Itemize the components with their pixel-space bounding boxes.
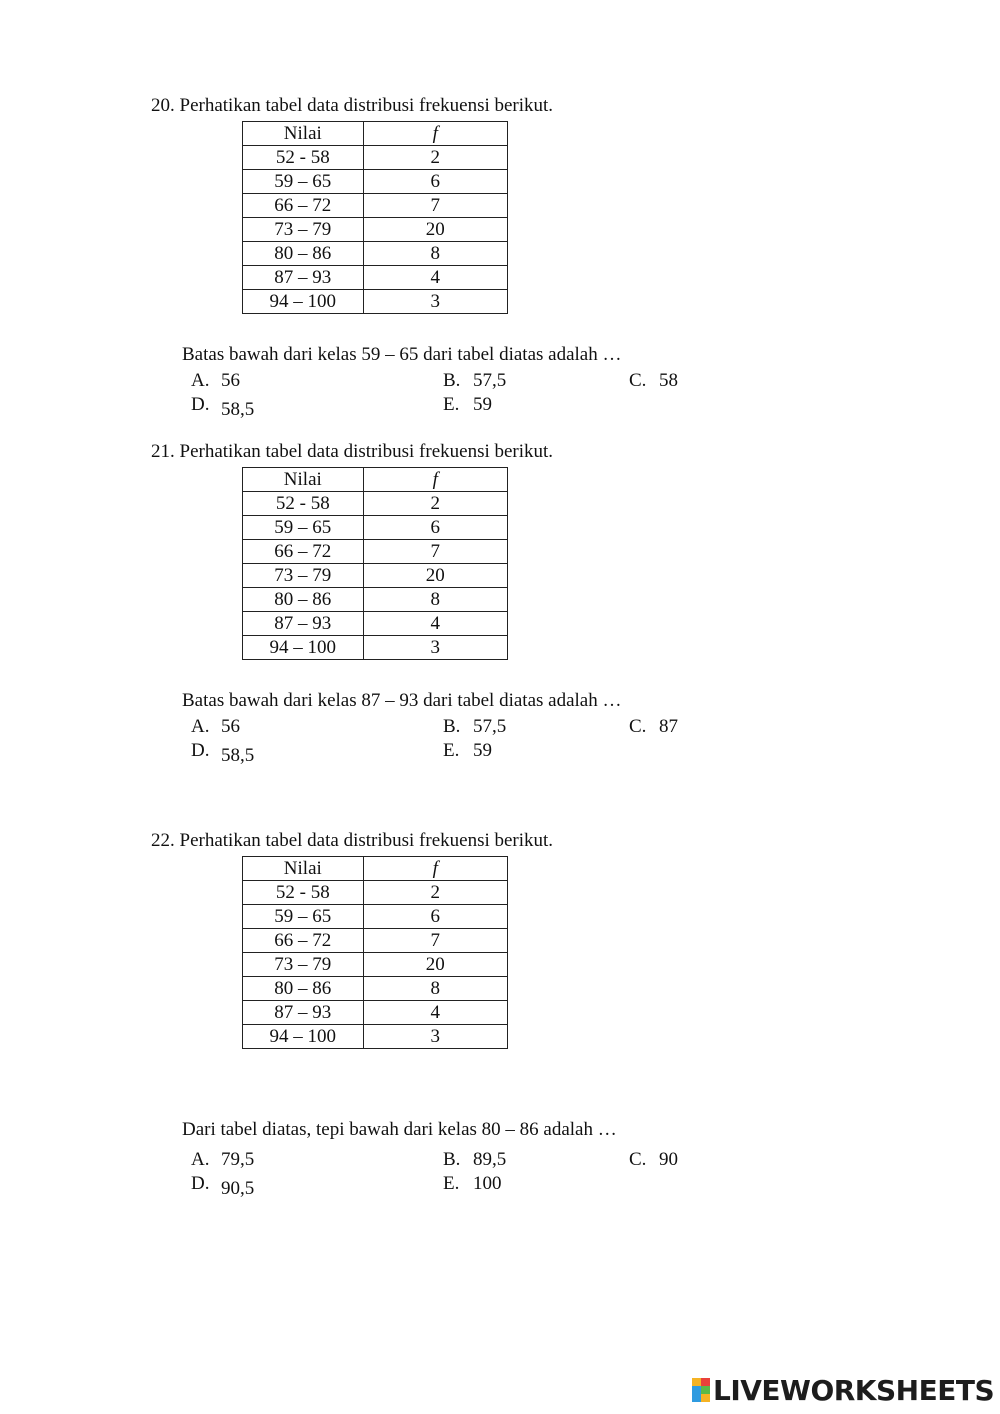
- cell-nilai: 80 – 86: [243, 588, 364, 612]
- cell-nilai: 94 – 100: [243, 636, 364, 660]
- option-c[interactable]: [629, 716, 678, 738]
- table-row: [243, 218, 508, 242]
- option-b[interactable]: [443, 1149, 506, 1171]
- cell-nilai: 59 – 65: [243, 905, 364, 929]
- option-value: 87: [659, 716, 678, 737]
- cell-nilai: 52 - 58: [243, 881, 364, 905]
- table-row: [243, 612, 508, 636]
- question-title: 20. Perhatikan tabel data distribusi frekuensi berikut.: [151, 95, 554, 116]
- option-label: C.: [629, 370, 647, 391]
- option-value: 90: [659, 1149, 678, 1170]
- option-d[interactable]: [191, 394, 255, 420]
- option-value: 58: [659, 370, 678, 391]
- table-row: [243, 977, 508, 1001]
- cell-f: 20: [363, 953, 507, 977]
- option-value: 57,5: [473, 370, 507, 391]
- cell-nilai: 66 – 72: [243, 540, 364, 564]
- cell-f: 6: [363, 905, 507, 929]
- header-f: f: [363, 468, 507, 492]
- option-label: C.: [629, 1149, 647, 1170]
- option-value: 56: [221, 370, 240, 391]
- cell-f: 8: [363, 588, 507, 612]
- cell-f: 8: [363, 977, 507, 1001]
- cell-nilai: 94 – 100: [243, 290, 364, 314]
- option-value: 58,5: [221, 745, 255, 766]
- option-value: 79,5: [221, 1149, 255, 1170]
- option-value: 59: [473, 394, 492, 415]
- liveworksheets-logo-mark-icon: [692, 1378, 710, 1402]
- option-label: E.: [443, 394, 460, 415]
- frequency-table: [242, 856, 508, 1049]
- option-label: B.: [443, 370, 461, 391]
- table-row: [243, 492, 508, 516]
- option-value: 58,5: [221, 399, 255, 420]
- option-e[interactable]: [443, 740, 492, 762]
- table-header-row: [243, 122, 508, 146]
- logo-tile: [692, 1394, 701, 1402]
- cell-f: 3: [363, 636, 507, 660]
- option-e[interactable]: [443, 1173, 502, 1195]
- option-a[interactable]: [191, 370, 240, 392]
- option-c[interactable]: [629, 1149, 678, 1171]
- table-row: [243, 170, 508, 194]
- option-label: A.: [191, 716, 210, 737]
- option-label: A.: [191, 1149, 210, 1170]
- logo-tile: [701, 1378, 710, 1386]
- cell-nilai: 66 – 72: [243, 194, 364, 218]
- table-row: [243, 242, 508, 266]
- logo-text: LIVEWORKSHEETS: [713, 1373, 995, 1407]
- option-value: 90,5: [221, 1178, 255, 1199]
- cell-f: 20: [363, 564, 507, 588]
- table-row: [243, 540, 508, 564]
- cell-nilai: 87 – 93: [243, 612, 364, 636]
- logo-tile: [692, 1386, 701, 1394]
- frequency-table: [242, 121, 508, 314]
- cell-f: 4: [363, 612, 507, 636]
- table-row: [243, 290, 508, 314]
- question-stem: Dari tabel diatas, tepi bawah dari kelas 80 – 86 adalah …: [182, 1119, 617, 1140]
- cell-f: 6: [363, 516, 507, 540]
- table-row: [243, 266, 508, 290]
- option-b[interactable]: [443, 716, 506, 738]
- header-nilai: Nilai: [243, 122, 364, 146]
- cell-nilai: 52 - 58: [243, 492, 364, 516]
- option-label: D.: [191, 740, 210, 761]
- cell-nilai: 87 – 93: [243, 1001, 364, 1025]
- table-row: [243, 1001, 508, 1025]
- table-row: [243, 636, 508, 660]
- table-row: [243, 146, 508, 170]
- table-header-row: [243, 468, 508, 492]
- cell-nilai: 73 – 79: [243, 953, 364, 977]
- cell-f: 7: [363, 540, 507, 564]
- cell-f: 6: [363, 170, 507, 194]
- table-row: [243, 564, 508, 588]
- cell-f: 4: [363, 266, 507, 290]
- option-value: 89,5: [473, 1149, 507, 1170]
- header-f: f: [363, 122, 507, 146]
- cell-f: 3: [363, 1025, 507, 1049]
- cell-nilai: 52 - 58: [243, 146, 364, 170]
- option-c[interactable]: [629, 370, 678, 392]
- cell-nilai: 80 – 86: [243, 977, 364, 1001]
- cell-nilai: 94 – 100: [243, 1025, 364, 1049]
- cell-nilai: 66 – 72: [243, 929, 364, 953]
- table-row: [243, 953, 508, 977]
- option-label: A.: [191, 370, 210, 391]
- option-value: 56: [221, 716, 240, 737]
- option-a[interactable]: [191, 1149, 254, 1171]
- table-row: [243, 929, 508, 953]
- cell-nilai: 59 – 65: [243, 516, 364, 540]
- table-row: [243, 516, 508, 540]
- option-label: B.: [443, 716, 461, 737]
- question-title: 21. Perhatikan tabel data distribusi frekuensi berikut.: [151, 441, 554, 462]
- header-nilai: Nilai: [243, 468, 364, 492]
- table-row: [243, 905, 508, 929]
- cell-f: 3: [363, 290, 507, 314]
- option-label: B.: [443, 1149, 461, 1170]
- header-nilai: Nilai: [243, 857, 364, 881]
- frequency-table: [242, 467, 508, 660]
- table-row: [243, 194, 508, 218]
- option-value: 57,5: [473, 716, 507, 737]
- option-label: D.: [191, 394, 210, 415]
- option-label: D.: [191, 1173, 210, 1194]
- cell-f: 7: [363, 194, 507, 218]
- option-label: E.: [443, 740, 460, 761]
- table-row: [243, 1025, 508, 1049]
- cell-f: 2: [363, 146, 507, 170]
- logo-tile: [701, 1386, 710, 1394]
- cell-nilai: 87 – 93: [243, 266, 364, 290]
- question-stem: Batas bawah dari kelas 59 – 65 dari tabel diatas adalah …: [182, 344, 622, 365]
- option-value: 100: [473, 1173, 502, 1194]
- table-row: [243, 881, 508, 905]
- cell-nilai: 73 – 79: [243, 218, 364, 242]
- logo-tile: [701, 1394, 710, 1402]
- option-value: 59: [473, 740, 492, 761]
- table-header-row: [243, 857, 508, 881]
- option-a[interactable]: [191, 716, 240, 738]
- header-f: f: [363, 857, 507, 881]
- option-e[interactable]: [443, 394, 492, 416]
- liveworksheets-logo[interactable]: [692, 1374, 994, 1406]
- logo-tile: [692, 1378, 701, 1386]
- cell-f: 20: [363, 218, 507, 242]
- cell-f: 2: [363, 881, 507, 905]
- cell-nilai: 73 – 79: [243, 564, 364, 588]
- question-stem: Batas bawah dari kelas 87 – 93 dari tabel diatas adalah …: [182, 690, 622, 711]
- cell-f: 4: [363, 1001, 507, 1025]
- cell-f: 2: [363, 492, 507, 516]
- option-label: C.: [629, 716, 647, 737]
- cell-f: 8: [363, 242, 507, 266]
- cell-f: 7: [363, 929, 507, 953]
- option-b[interactable]: [443, 370, 506, 392]
- option-d[interactable]: [191, 1173, 255, 1199]
- option-d[interactable]: [191, 740, 255, 766]
- option-label: E.: [443, 1173, 460, 1194]
- table-row: [243, 588, 508, 612]
- cell-nilai: 59 – 65: [243, 170, 364, 194]
- question-title: 22. Perhatikan tabel data distribusi frekuensi berikut.: [151, 830, 554, 851]
- cell-nilai: 80 – 86: [243, 242, 364, 266]
